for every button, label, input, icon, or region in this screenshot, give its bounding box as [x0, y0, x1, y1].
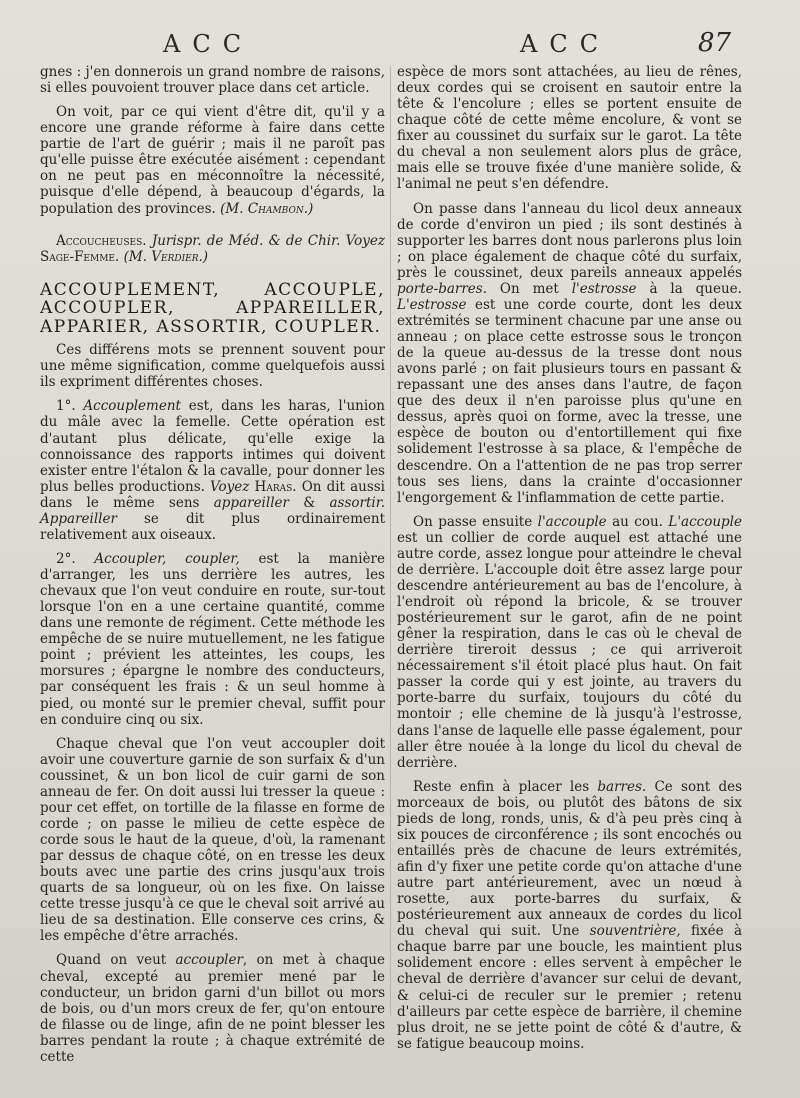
- term: porte-barres.: [397, 280, 488, 297]
- paragraph: Ces différens mots se prennent souvent pour une même signification, comme quelquefois aussi ils expriment différentes choses.: [40, 342, 385, 391]
- right-column: [397, 64, 742, 1060]
- entry-heading: ACCOUPLEMENT, ACCOUPLE, ACCOUPLER, APPAREILLER, APPARIER, ASSORTIR, COUPLER.: [40, 279, 385, 337]
- paragraph: [40, 398, 385, 543]
- term: souventrière,: [589, 923, 681, 940]
- section-number: 2°.: [56, 550, 76, 567]
- paragraph-text: fixée à chaque barre par une boucle, les maintient plus solidement encore : elles servent à empêcher le cheval de derrière d'avancer sur celui de devant, & celui-ci de reculer sur le premier ; retenu d'ailleurs par cette espèce de barrière, il chemine plus droit, ne se jette point de côté & d'autre, & se fatigue beaucoup moins.: [397, 923, 742, 1052]
- paragraph: espèce de mors sont attachées, au lieu de rênes, deux cordes qui se croisent en sautoir entre la tête & l'encolure ; elles se portent ensuite de chaque côté de cette même encolure, & vont se fixer au coussinet du surfaix sur le garot. La tête du cheval a non seulement alors plus de grâce, mais elle se trouve fixée d'une manière solide, & l'animal ne peut s'en défendre.: [397, 64, 742, 193]
- term: L'accouple: [668, 513, 742, 530]
- author-signature: (M. Verdier.): [123, 248, 209, 265]
- term: assortir.: [329, 494, 385, 511]
- see-reference: Sage-Femme.: [40, 248, 120, 265]
- paragraph-text: est, dans les haras, l'union du mâle avec la femelle. Cette opération est d'autant plus délicate, qu'elle exige la connoissance des rapports intimes qui doivent exister entre l'étalon & la cavalle, pour donner les plus belles productions.: [40, 398, 385, 495]
- voyez-label: Voyez: [345, 232, 386, 249]
- paragraph-text: On met: [499, 280, 559, 297]
- paragraph: Chaque cheval que l'on veut accoupler doit avoir une couverture garnie de son surfaix & d'un coussinet, & un bon licol de cuir garni de son anneau de fer. On doit aussi lui tresser la queue : pour cet effet, on tortille de la filasse en forme de corde ; on passe le milieu de cette espèce de corde sous le haut de la queue, d'où, la ramenant par dessus de chaque côté, on en tresse les deux bouts avec une partie des crins jusqu'aux trois quarts de sa longueur, où on les fixe. On laisse cette tresse jusqu'à ce que le cheval soit arrivé au lieu de sa destination. Elle conserve ces crins, & les empêche d'être arrachés.: [40, 735, 385, 945]
- paragraph-text: Ce sont des morceaux de bois, ou plutôt des bâtons de six pieds de long, ronds, unis, & d'à peu près cinq à six pouces de circonférence ; ils sont encochés ou entaillés près de chacune de leurs extrémités, afin d'y fixer une petite corde qu'on attache d'une autre part antérieurement, avec un nœud à rosette, aux porte-barres du surfaix, & postérieurement aux anneaux de cordes du licol du cheval qui suit. Une: [397, 778, 743, 940]
- entry-head: Accoucheuses.: [56, 232, 147, 249]
- left-column: [40, 64, 385, 1073]
- paragraph: [397, 514, 742, 771]
- term: l'accouple: [537, 513, 607, 530]
- term: barres.: [597, 778, 647, 795]
- paragraph: [40, 104, 385, 216]
- page-number: 87: [698, 28, 732, 58]
- paragraph-text: au cou.: [612, 513, 663, 530]
- paragraph-text: Quand on veut: [56, 952, 167, 969]
- term: L'estrosse: [397, 296, 467, 313]
- paragraph: gnes : j'en donnerois un grand nombre de raisons, si elles pouvoient trouver place dans cet article.: [40, 64, 385, 97]
- paragraph-text: On voit, par ce qui vient d'être dit, qu'il y a encore une grande réforme à faire dans cette partie de l'art de guérir ; mais il ne paroît pas qu'elle puisse être exécutée aisément : cependant on ne peut pas en méconnoître la nécessité, puisque d'elle dépend, à beaucoup d'égards, la population des provinces.: [40, 104, 385, 217]
- term: appareiller: [213, 494, 289, 511]
- paragraph-text: est un collier de corde auquel est attaché une autre corde, assez longue pour atteindre le cheval de derrière. L'accouple doit être assez large pour descendre antérieurement au bas de l'encolure, à l'endroit où répond la bricole, & se trouver postérieurement sur le garot, afin de ne point gêner la respiration, dans le cas où le cheval de derrière tireroit dessus ; ce qui arriveroit nécessairement s'il étoit placé plus haut. On fait passer la corde qui y est jointe, au travers du porte-barre du surfaix, toujours du côté du montoir ; elle chemine de là jusqu'à l'estrosse, dans l'anse de laquelle elle passe également, pour aller être nouée à la longe du licol du cheval de derrière.: [397, 529, 742, 771]
- cross-reference-entry: [40, 233, 385, 265]
- paragraph: [40, 551, 385, 728]
- paragraph-text: se dit plus ordinairement relativement aux oiseaux.: [40, 510, 385, 543]
- conjunction: &: [303, 494, 316, 511]
- see-reference: Haras.: [254, 478, 297, 495]
- running-head-left: ACC: [163, 30, 254, 58]
- paragraph: [397, 201, 742, 506]
- paragraph: [40, 952, 385, 1064]
- voyez-label: Voyez: [210, 478, 250, 495]
- term: accoupler: [175, 952, 243, 969]
- term: Accoupler, coupler,: [94, 550, 240, 567]
- term: Appareiller: [40, 510, 117, 527]
- paragraph-text: On passe dans l'anneau du licol deux anneaux de corde d'environ un pied ; ils sont destinés à supporter les barres dont nous parlerons plus loin ; on place également de chaque côté du surfaix, près le coussinet, deux pareils anneaux appelés: [397, 200, 742, 281]
- section-number: 1°.: [56, 398, 76, 415]
- source-reference: Jurispr. de Méd. & de Chir.: [151, 232, 341, 249]
- paragraph-text: On passe ensuite: [413, 513, 533, 530]
- paragraph-text: à la queue.: [649, 280, 742, 297]
- term: Accouplement: [83, 398, 181, 415]
- paragraph-text: , on met à chaque cheval, excepté au premier mené par le conducteur, un bridon garni d'un billot ou mors de bois, ou d'un mors creux de fer, qu'on entoure de filasse ou de linge, afin de ne point blesser les barres pendant la route ; à chaque extrémité de cette: [40, 952, 385, 1065]
- paragraph: [397, 779, 742, 1052]
- author-signature: (M. Chambon.): [220, 200, 314, 217]
- paragraph-text: On dit aussi dans le même sens: [40, 478, 385, 511]
- paragraph-text: Reste enfin à placer les: [413, 778, 590, 795]
- paragraph-text: est une corde courte, dont les deux extrémités se terminent chacune par une anse ou anneau ; on place cette estrosse sous le tronçon de la queue au-dessus de la tresse dont nous avons parlé ; on fait plusieurs tours en passant & repassant une des anses dans l'autre, de façon que des deux il n'en paroisse plus qu'une en dessus, après quoi on forme, avec la tresse, une espèce de bouton ou d'entortillement qui fixe solidement l'estrosse à sa place, & l'empêche de descendre. On a l'attention de ne pas trop serrer tous ses liens, dans la crainte d'occasionner l'engorgement & l'inflammation de cette partie.: [397, 296, 742, 506]
- term: l'estrosse: [571, 280, 637, 297]
- running-head-right: ACC: [520, 30, 611, 58]
- column-divider: [390, 66, 391, 1016]
- paragraph-text: est la manière d'arranger, les uns derrière les autres, les chevaux que l'on veut conduire en route, sur-tout lorsque l'on en a une certaine quantité, comme dans une remonte de régiment. Cette méthode les empêche de se nuire mutuellement, ne les fatigue point ; prévient les atteintes, les coups, les morsures ; épargne le nombre des conducteurs, par conséquent les frais : & un seul homme à pied, ou monté sur le premier cheval, suffit pour en conduire cinq ou six.: [40, 550, 386, 728]
